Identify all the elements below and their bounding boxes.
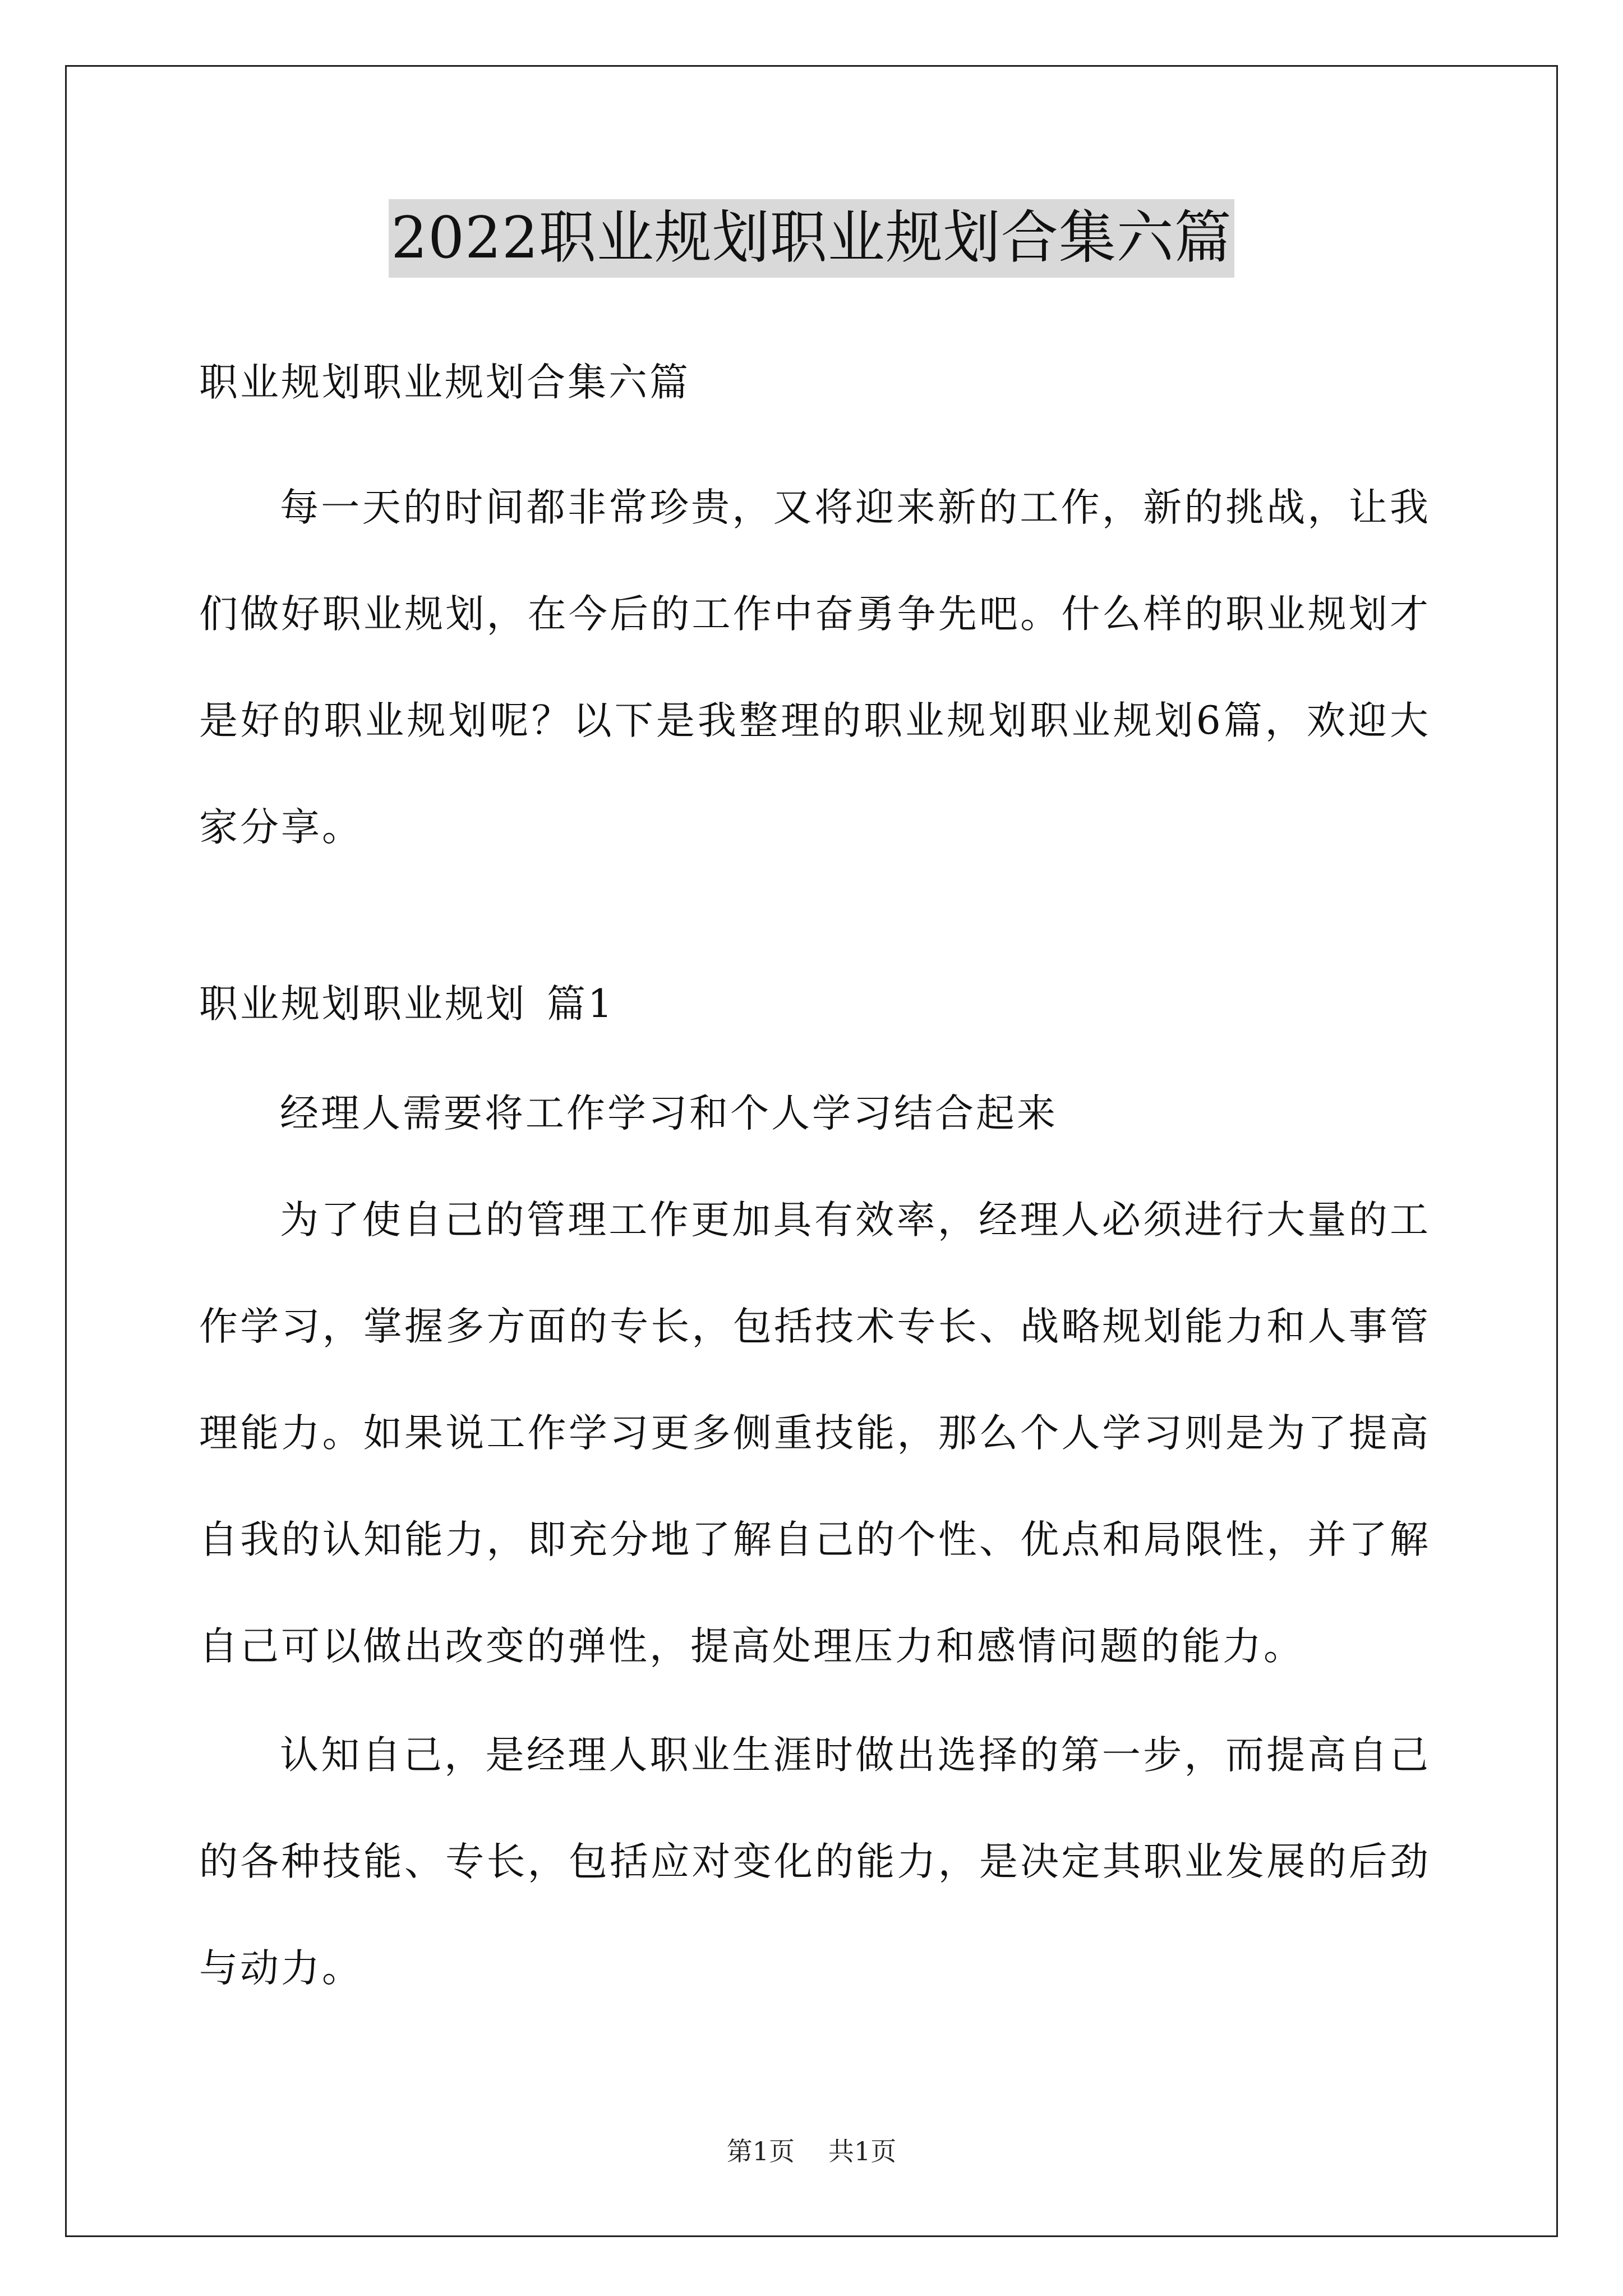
- page-footer: [0, 2134, 1623, 2168]
- body-paragraph: 为了使自己的管理工作更加具有效率，经理人必须进行大量的工作学习，掌握多方面的专长，包括技术专长、战略规划能力和人事管理能力。如果说工作学习更多侧重技能，那么个人学习则是为了提高自我的认知能力，即充分地了解自己的个性、优点和局限性，并了解自己可以做出改变的弹性，提高处理压力和感情问题的能力。: [199, 1198, 1431, 1669]
- section-heading: [199, 970, 1431, 1038]
- page-total: 共1页: [828, 2136, 897, 2166]
- page-number: 第1页: [726, 2136, 795, 2166]
- intro-paragraph: 每一天的时间都非常珍贵，又将迎来新的工作，新的挑战，让我们做好职业规划，在今后的工作中奋勇争先吧。什么样的职业规划才是好的职业规划呢？以下是我整理的职业规划职业规划6篇，欢迎大家分享。: [199, 485, 1431, 850]
- body-paragraph: 认知自己，是经理人职业生涯时做出选择的第一步，而提高自己的各种技能、专长，包括应对变化的能力，是决定其职业发展的后劲与动力。: [199, 1733, 1431, 1991]
- title-container: [0, 199, 1623, 278]
- document-title: 2022职业规划职业规划合集六篇: [389, 199, 1234, 278]
- document-body: [199, 349, 1431, 2022]
- section-number: 篇1: [547, 982, 615, 1027]
- document-subtitle: 职业规划职业规划合集六篇: [199, 360, 690, 405]
- section-heading-text: 职业规划职业规划: [199, 982, 527, 1027]
- body-paragraph: 经理人需要将工作学习和个人学习结合起来: [280, 1091, 1058, 1136]
